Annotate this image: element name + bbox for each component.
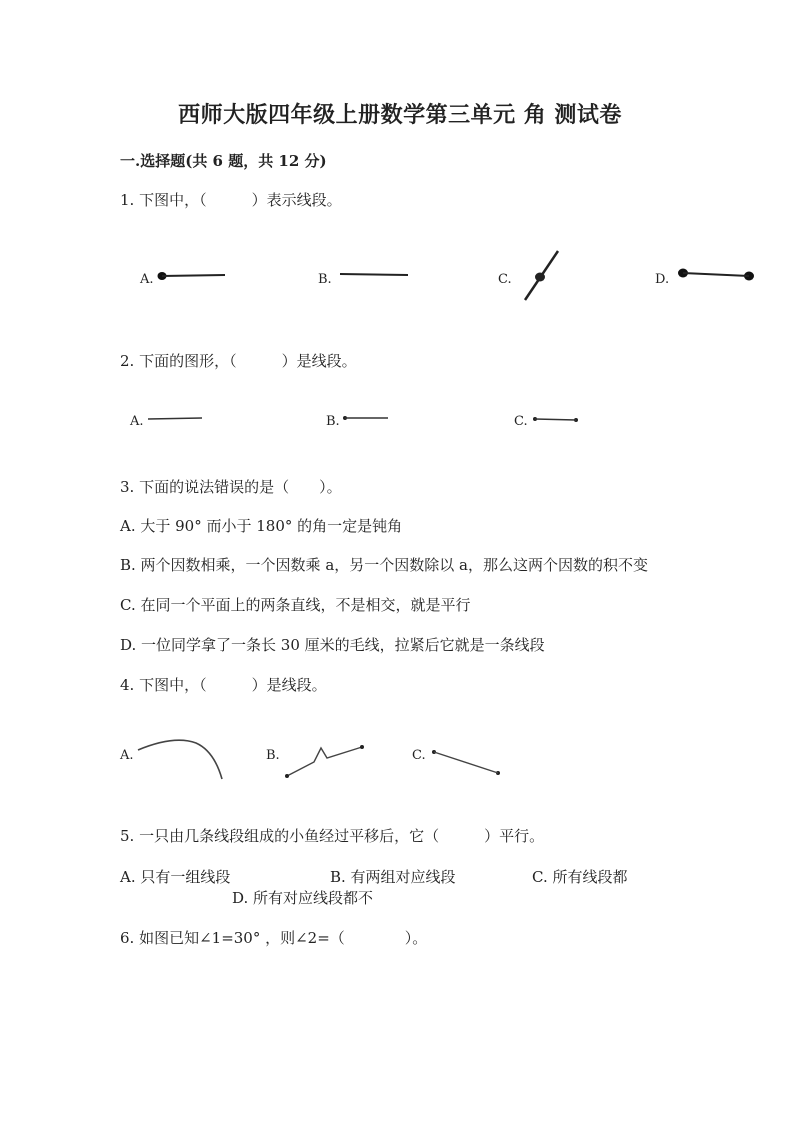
q2-figure-b-ray [342, 412, 392, 426]
page-title: 西师大版四年级上册数学第三单元 角 测试卷 [178, 102, 622, 128]
q1-figure-c-ray [520, 245, 570, 305]
q5-option-d: D. 所有对应线段都不 [232, 889, 374, 907]
question-2: 2. 下面的图形，（ ）是线段。 [120, 352, 357, 370]
question-1: 1. 下图中，（ ）表示线段。 [120, 191, 342, 209]
q2-figure-c-segment [531, 413, 581, 427]
q2-label-c: C. [514, 414, 528, 429]
q4-figure-b-polyline [282, 742, 372, 782]
q1-label-b: B. [318, 272, 332, 287]
q1-label-a: A. [140, 272, 154, 287]
question-4: 4. 下图中，（ ）是线段。 [120, 676, 327, 694]
q3-option-a: A. 大于 90° 而小于 180° 的角一定是钝角 [120, 517, 403, 535]
question-6: 6. 如图已知∠1=30° ，则∠2=（ ）。 [120, 929, 428, 947]
q4-label-a: A. [120, 748, 134, 763]
q1-label-c: C. [498, 272, 512, 287]
q1-figure-d-segment [672, 262, 762, 288]
q4-figure-c-segment [430, 748, 505, 780]
q4-label-c: C. [412, 748, 426, 763]
q2-figure-a-line [146, 412, 206, 426]
q1-figure-b-line [335, 260, 415, 290]
q1-label-d: D. [655, 272, 670, 287]
question-3: 3. 下面的说法错误的是（ ）。 [120, 478, 342, 496]
q3-option-b: B. 两个因数相乘，一个因数乘 a，另一个因数除以 a，那么这两个因数的积不变 [120, 556, 648, 574]
q5-option-c: C. 所有线段都 [532, 868, 628, 886]
q2-label-b: B. [326, 414, 340, 429]
q3-option-c: C. 在同一个平面上的两条直线，不是相交，就是平行 [120, 596, 471, 614]
q4-figure-a-curve [134, 735, 229, 785]
q4-label-b: B. [266, 748, 280, 763]
question-5: 5. 一只由几条线段组成的小鱼经过平移后，它（ ）平行。 [120, 827, 545, 845]
q5-option-b: B. 有两组对应线段 [330, 868, 456, 886]
q1-figure-a-ray [150, 260, 240, 290]
q2-label-a: A. [130, 414, 144, 429]
section-heading: 一.选择题(共 6 题，共 12 分) [120, 152, 327, 170]
q3-option-d: D. 一位同学拿了一条长 30 厘米的毛线，拉紧后它就是一条线段 [120, 636, 545, 654]
q5-option-a: A. 只有一组线段 [120, 868, 231, 886]
